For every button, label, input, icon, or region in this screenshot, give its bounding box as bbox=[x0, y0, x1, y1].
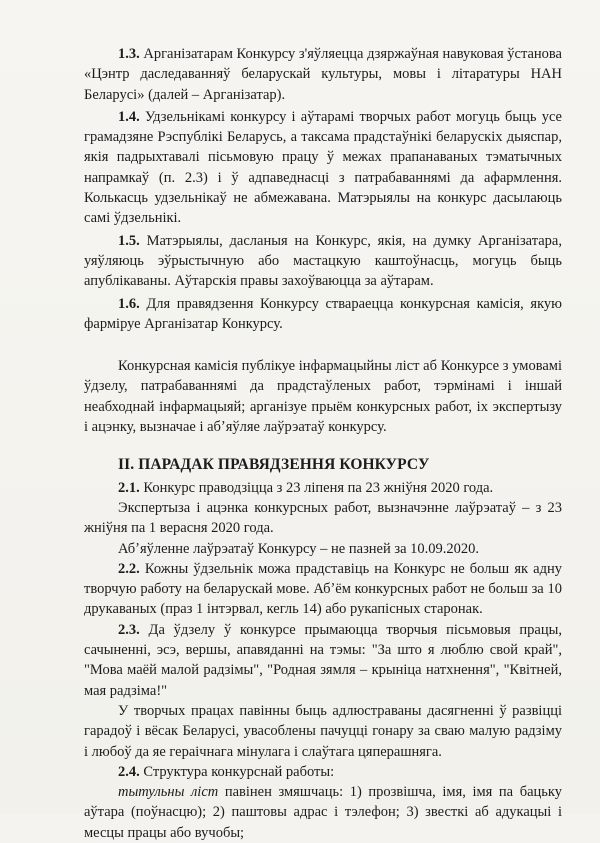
paragraph-commission: Конкурсная камісія публікуе інфармацыйны ліст аб Конкурсе з умовамі ўдзелу, патрабаваннямі да прадстаўленых работ, тэрмінамі і іншай неабходнай інфармацыяй; арганізуе прыём конкурсных работ, іх экспертызу і ацэнку, вызначае і абʼяўляе лаўрэатаў конкурсу. bbox=[84, 358, 562, 436]
paragraph-expertise: Экспертыза і ацэнка конкурсных работ, вызначэнне лаўрэатаў – з 23 жніўня па 1 верасня 2020 года. bbox=[84, 499, 562, 537]
clause-text: Арганізатарам Конкурсу з'яўляецца дзяржаўная навуковая ўстанова «Цэнтр даследаванняў беларускай культуры, мовы і літаратуры НАН Беларусі» (далей – Арганізатар). bbox=[84, 46, 562, 103]
section-heading: II. ПАРАДАК ПРАВЯДЗЕННЯ КОНКУРСУ bbox=[118, 456, 430, 474]
clause-text: Для правядзення Конкурсу ствараецца конкурсная камісія, якую фарміруе Арганізатар Конкурсу. bbox=[84, 295, 562, 332]
clause-number: 1.5. bbox=[118, 232, 140, 249]
clause-text: Структура конкурснай работы: bbox=[139, 763, 335, 780]
title-sheet-text: павінен змяшчаць: 1) прозвішча, імя, імя па бацьку аўтара (поўнасцю); 2) паштовы адрас і тэлефон; 3) звесткі аб адукацыі і месцы працы або вучобы; bbox=[84, 784, 562, 841]
clause-text: Удзельнікамі конкурсу і аўтарамі творчых работ могуць быць усе грамадзяне Рэспублікі Беларусь, а таксама прадстаўнікі беларускіх дыяспар, якія падрыхтавалі пісьмовую працу ў межах прапанаваных тэматычных напрамкаў (п. 2.3) і ў адпаведнасці з патрабаваннямі да афармлення. Колькасць удзельнікаў не абмежавана. Матэрыялы на конкурс дасылаюць самі ўдзельнікі. bbox=[84, 108, 562, 227]
title-sheet-label: тытульны ліст bbox=[118, 784, 219, 801]
clause-text: Конкурс праводзіцца з 23 ліпеня па 23 жніўня 2020 года. bbox=[139, 479, 494, 496]
clause-text: Да ўдзелу ў конкурсе прымаюцца творчыя пісьмовыя працы, сачыненні, эсэ, вершы, апавяданні на тэмы: "За што я люблю свой край", "Мова маёй малой радзімы", "Родная зямля – крыніца натхнення", "Квітней, мая радзіма!" bbox=[84, 621, 562, 699]
paragraph-1-6 bbox=[84, 294, 562, 335]
paragraph-1-3 bbox=[84, 44, 562, 105]
paragraph-2-1 bbox=[84, 478, 562, 498]
clause-number: 1.4. bbox=[118, 108, 140, 125]
clause-number: 2.1. bbox=[118, 479, 140, 496]
paragraph-2-4 bbox=[84, 762, 562, 782]
paragraph-announce: Абʼяўленне лаўрэатаў Конкурсу – не пазней за 10.09.2020. bbox=[118, 540, 480, 557]
paragraph-2-3 bbox=[84, 620, 562, 701]
clause-number: 2.3. bbox=[118, 621, 140, 638]
clause-number: 1.3. bbox=[118, 46, 140, 62]
document-body bbox=[84, 44, 562, 843]
paragraph-works: У творчых працах павінны быць адлюстраваны дасягненні ў развіцці гарадоў і вёсак Беларусі, увасоблены пачуцці гонару за сваю малую радзіму і любоў да яе гераічнага мінулага і слаўтага цяперашняга. bbox=[84, 702, 562, 760]
clause-number: 1.6. bbox=[118, 295, 140, 312]
paragraph-2-2 bbox=[84, 559, 562, 620]
clause-text: Кожны ўдзельнік можа прадставіць на Конкурс не больш як адну творчую работу на беларускай мове. Абʼём конкурсных работ не больш за 10 друкаваных (праз 1 інтэрвал, кегль 14) або рукапісных старонак. bbox=[84, 560, 562, 618]
clause-text: Матэрыялы, дасланыя на Конкурс, якія, на думку Арганізатара, уяўляюць эўрыстычную або мастацкую каштоўнасць, могуць быць апублікаваны. Аўтарскія правы захоўваюцца за аўтарам. bbox=[84, 232, 562, 290]
clause-number: 2.4. bbox=[118, 763, 140, 780]
paragraph-1-5 bbox=[84, 231, 562, 292]
clause-number: 2.2. bbox=[118, 560, 140, 577]
paragraph-1-4 bbox=[84, 107, 562, 229]
